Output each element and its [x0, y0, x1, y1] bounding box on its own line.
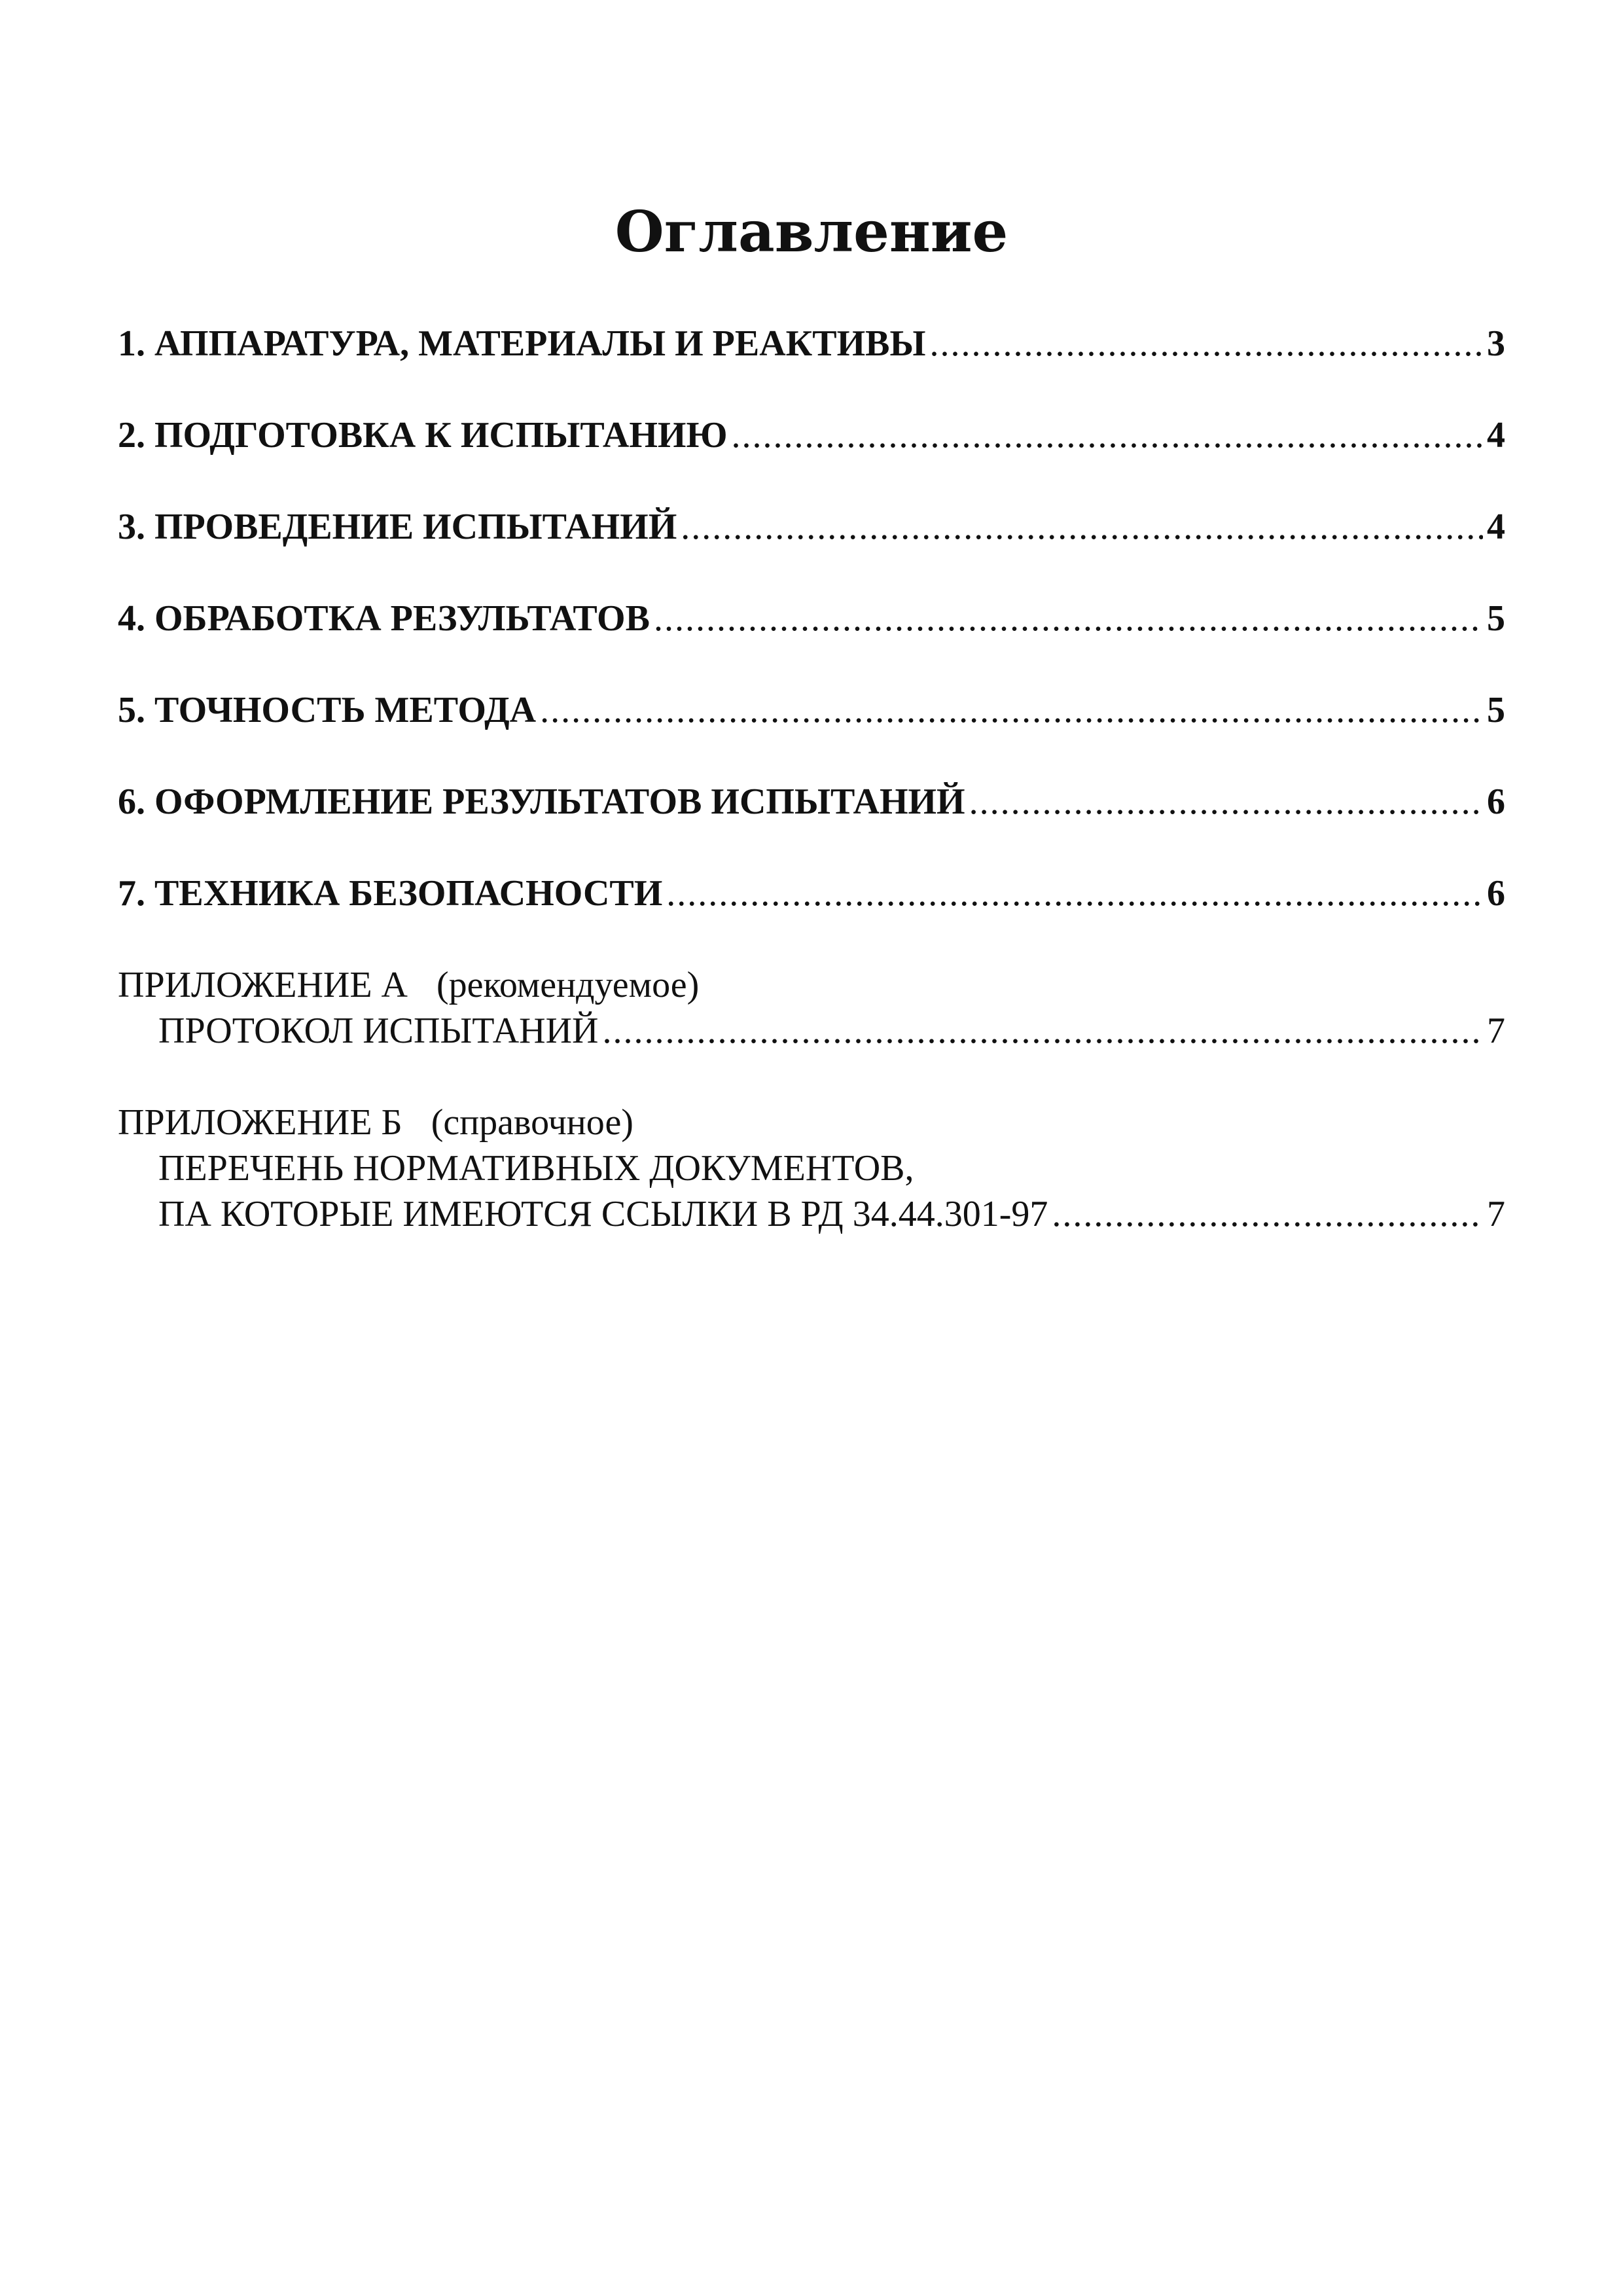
dot-leader — [602, 1008, 1483, 1054]
appendix-name: ПРИЛОЖЕНИЕ А — [118, 965, 408, 1005]
dot-leader — [969, 779, 1483, 825]
toc-entry-page: 6 — [1487, 873, 1505, 914]
toc-entry-7[interactable] — [118, 870, 1505, 916]
toc-entry-page: 4 — [1487, 507, 1505, 547]
dot-leader — [654, 596, 1483, 641]
toc-entry-6[interactable] — [118, 779, 1505, 825]
toc-entry-page: 7 — [1487, 1011, 1505, 1051]
toc-entry-page: 7 — [1487, 1194, 1505, 1234]
dot-leader — [540, 687, 1483, 733]
toc-appendix-b[interactable] — [118, 1100, 1505, 1237]
toc-entry-label: 1. АППАРАТУРА, МАТЕРИАЛЫ И РЕАКТИВЫ — [118, 323, 926, 364]
appendix-title-line: ПЕРЕЧЕНЬ НОРМАТИВНЫХ ДОКУМЕНТОВ, — [158, 1148, 914, 1189]
appendix-title-line — [118, 1191, 1505, 1237]
toc-entry-label: 3. ПРОВЕДЕНИЕ ИСПЫТАНИЙ — [118, 507, 677, 547]
toc-entry-page: 3 — [1487, 323, 1505, 364]
appendix-heading — [118, 962, 1505, 1008]
toc-entry-2[interactable] — [118, 412, 1505, 458]
dot-leader — [681, 504, 1483, 550]
toc-entry-page: 5 — [1487, 690, 1505, 730]
toc-entry-page: 6 — [1487, 781, 1505, 822]
toc-entry-page: 5 — [1487, 598, 1505, 639]
appendix-qualifier: (справочное) — [431, 1102, 633, 1143]
toc-entry-page: 4 — [1487, 415, 1505, 456]
toc-entry-label: 2. ПОДГОТОВКА К ИСПЫТАНИЮ — [118, 415, 728, 456]
dot-leader — [732, 412, 1483, 458]
toc-entry-4[interactable] — [118, 596, 1505, 641]
appendix-title-line — [118, 1008, 1505, 1054]
toc-entry-3[interactable] — [118, 504, 1505, 550]
toc-entry-label: 7. ТЕХНИКА БЕЗОПАСНОСТИ — [118, 873, 663, 914]
table-of-contents — [118, 321, 1505, 1283]
toc-appendix-a[interactable] — [118, 962, 1505, 1054]
toc-entry-label: 6. ОФОРМЛЕНИЕ РЕЗУЛЬТАТОВ ИСПЫТАНИЙ — [118, 781, 965, 822]
toc-entry-label: 5. ТОЧНОСТЬ МЕТОДА — [118, 690, 537, 730]
page-title: Оглавление — [615, 199, 1008, 265]
appendix-qualifier: (рекомендуемое) — [436, 965, 700, 1005]
appendix-name: ПРИЛОЖЕНИЕ Б — [118, 1102, 402, 1143]
dot-leader — [666, 870, 1483, 916]
dot-leader — [1052, 1191, 1483, 1237]
dot-leader — [930, 321, 1483, 367]
appendix-heading — [118, 1100, 1505, 1145]
toc-entry-label: ПРОТОКОЛ ИСПЫТАНИЙ — [158, 1011, 599, 1051]
toc-entry-label: 4. ОБРАБОТКА РЕЗУЛЬТАТОВ — [118, 598, 650, 639]
toc-entry-5[interactable] — [118, 687, 1505, 733]
toc-entry-1[interactable] — [118, 321, 1505, 367]
toc-entry-label: ПА КОТОРЫЕ ИМЕЮТСЯ ССЫЛКИ В РД 34.44.301-97 — [158, 1194, 1048, 1234]
